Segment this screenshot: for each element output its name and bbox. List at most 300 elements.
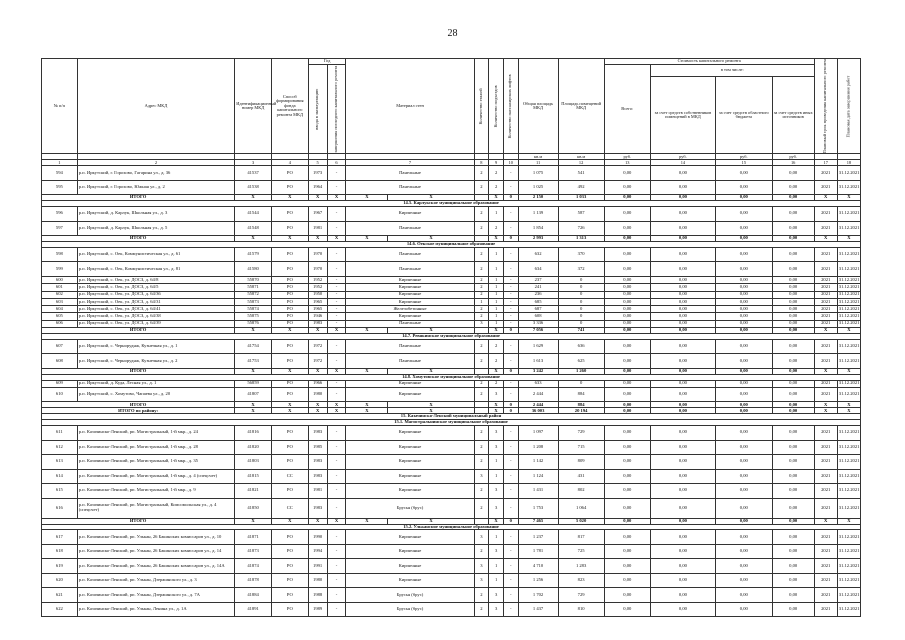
col-number: 17 [814, 160, 837, 166]
wall-material: Кирпичные [346, 291, 474, 298]
year-repair: - [327, 602, 346, 617]
table-row [42, 247, 861, 262]
address: р.п. Иркутский, с. Оек, ул. ДОСЗ, д. 64/31 [77, 298, 235, 305]
cost-regional: 0,00 [715, 426, 772, 441]
mkd-id: 41548 [235, 221, 272, 236]
row-num: 595 [42, 180, 78, 195]
entrances: 3 [489, 588, 504, 603]
lifts: - [503, 588, 518, 603]
year-built: 1985 [308, 440, 327, 455]
total-cell: 0,00 [715, 195, 772, 201]
total-cell: X [271, 368, 308, 374]
premises-area: 431 [558, 469, 604, 484]
total-area: 1 142 [518, 455, 558, 470]
total-cell: X [327, 408, 346, 414]
wall-material: Кирпичные [346, 484, 474, 499]
premises-area: 1 283 [558, 559, 604, 574]
floors: 2 [474, 207, 489, 222]
cost-owners: 0,00 [650, 426, 715, 441]
premises-area: 0 [558, 380, 604, 387]
total-cell: X [837, 402, 860, 408]
premises-area: 625 [558, 354, 604, 369]
fund-method: РО [271, 262, 308, 277]
total-cell: X [308, 518, 327, 524]
total-area: 1 256 [518, 573, 558, 588]
plan-end-date: 31.12.2021 [837, 380, 860, 387]
plan-end-date: 31.12.2021 [837, 559, 860, 574]
cost-owners: 0,00 [650, 484, 715, 499]
year-repair: - [327, 354, 346, 369]
year-repair: - [327, 166, 346, 181]
total-cell: X [388, 236, 474, 242]
plan-end-date: 31.12.2021 [837, 530, 860, 545]
lifts: - [503, 298, 518, 305]
address: р.п. Иркутский, с. Хомутово, Чапаева ул., д. 20 [77, 387, 235, 402]
floors: 2 [474, 588, 489, 603]
plan-year: 2021 [814, 588, 837, 603]
row-num: 601 [42, 284, 78, 291]
cost-other: 0,00 [772, 469, 814, 484]
col-number: 16 [772, 160, 814, 166]
fund-method: РО [271, 588, 308, 603]
year-built: 1989 [308, 602, 327, 617]
address: р.п. Иркутский, с. Оек, Коммунистическая ул., д. 61 [77, 247, 235, 262]
plan-end-date: 31.12.2021 [837, 320, 860, 327]
mkd-id: 41821 [235, 484, 272, 499]
floors: 2 [474, 284, 489, 291]
unit-area-premises: кв.м [558, 154, 604, 160]
cost-total: 0,00 [604, 221, 650, 236]
cost-other: 0,00 [772, 588, 814, 603]
total-cell: X [327, 195, 346, 201]
col-number: 6 [327, 160, 346, 166]
col-number: 1 [42, 160, 78, 166]
total-cell: 0 [503, 328, 518, 334]
total-cell: 3 242 [518, 368, 558, 374]
year-built: 1980 [308, 573, 327, 588]
cost-total: 0,00 [604, 320, 650, 327]
cost-regional: 0,00 [715, 247, 772, 262]
cost-regional: 0,00 [715, 440, 772, 455]
th-owners: за счет средств собственников помещений в МКД [650, 77, 715, 154]
plan-year: 2021 [814, 354, 837, 369]
total-cell: X [346, 328, 388, 334]
year-built: 1972 [308, 354, 327, 369]
fund-method: РО [271, 602, 308, 617]
lifts: - [503, 380, 518, 387]
plan-year: 2021 [814, 207, 837, 222]
cost-total: 0,00 [604, 247, 650, 262]
premises-area: 0 [558, 306, 604, 313]
year-built: 1990 [308, 530, 327, 545]
row-num: 618 [42, 544, 78, 559]
cost-other: 0,00 [772, 426, 814, 441]
lifts: - [503, 498, 518, 518]
premises-area: 0 [558, 320, 604, 327]
year-repair: - [327, 573, 346, 588]
table-row [42, 262, 861, 277]
cost-owners: 0,00 [650, 530, 715, 545]
cost-regional: 0,00 [715, 180, 772, 195]
cost-owners: 0,00 [650, 247, 715, 262]
year-repair: - [327, 530, 346, 545]
total-cell: 0,00 [604, 518, 650, 524]
year-built: 1988 [308, 588, 327, 603]
table-row [42, 484, 861, 499]
cost-total: 0,00 [604, 207, 650, 222]
entrances: 2 [489, 180, 504, 195]
total-cell: X [388, 328, 474, 334]
total-cell: 0,00 [650, 402, 715, 408]
total-cell: X [388, 518, 474, 524]
wall-material: Кирпичные [346, 469, 474, 484]
section-title: 15.2. Улькансное муниципальное образование [42, 524, 861, 530]
address: р.п. Казачинско-Ленский, рп. Магистральный, 1-й мкр., д. 28 [77, 440, 235, 455]
year-built: 1983 [308, 498, 327, 518]
lifts: - [503, 530, 518, 545]
total-cell: 0,00 [604, 328, 650, 334]
total-cell: 0,00 [650, 368, 715, 374]
fund-method: РО [271, 306, 308, 313]
row-num: 608 [42, 354, 78, 369]
fund-method: РО [271, 354, 308, 369]
mkd-id: 55874 [235, 306, 272, 313]
plan-end-date: 31.12.2021 [837, 440, 860, 455]
cost-total: 0,00 [604, 544, 650, 559]
floors: 2 [474, 313, 489, 320]
total-cell: X [346, 236, 388, 242]
cost-owners: 0,00 [650, 320, 715, 327]
total-cell: X [489, 518, 504, 524]
wall-material: Брусья (брус) [346, 588, 474, 603]
total-cell: X [346, 402, 388, 408]
cost-owners: 0,00 [650, 544, 715, 559]
total-cell: X [346, 518, 388, 524]
total-cell: 0 [503, 368, 518, 374]
floors: 2 [474, 440, 489, 455]
premises-area: 492 [558, 180, 604, 195]
wall-material: Панельные [346, 166, 474, 181]
plan-year: 2021 [814, 313, 837, 320]
total-cell: X [489, 402, 504, 408]
wall-material: Кирпичные [346, 313, 474, 320]
floors: 2 [474, 380, 489, 387]
unit-total: руб. [604, 154, 650, 160]
th-floors: Количество этажей [474, 59, 489, 154]
table-row [42, 339, 861, 354]
total-cell: X [327, 518, 346, 524]
cost-regional: 0,00 [715, 221, 772, 236]
total-area: 1 237 [518, 530, 558, 545]
year-repair: - [327, 484, 346, 499]
entrances: 2 [489, 166, 504, 181]
year-built: 1972 [308, 339, 327, 354]
cost-total: 0,00 [604, 306, 650, 313]
total-cell: 0,00 [650, 236, 715, 242]
entrances: 2 [489, 380, 504, 387]
total-area: 634 [518, 262, 558, 277]
year-built: 1981 [308, 221, 327, 236]
floors: 2 [474, 306, 489, 313]
total-label: ИТОГО [42, 402, 235, 408]
floors: 3 [474, 530, 489, 545]
premises-area: 802 [558, 484, 604, 499]
th-area-premises: Площадь помещений МКД [558, 59, 604, 154]
total-cell: X [814, 402, 837, 408]
entrances: 3 [489, 544, 504, 559]
total-cell: X [327, 402, 346, 408]
address: р.п. Иркутский, г. Горохово, Гагарина ул., д. 36 [77, 166, 235, 181]
year-repair: - [327, 440, 346, 455]
wall-material: Кирпичные [346, 298, 474, 305]
lifts: - [503, 276, 518, 283]
cost-owners: 0,00 [650, 387, 715, 402]
lifts: - [503, 426, 518, 441]
section-title: 15. Казачинско-Ленский муниципальный район [42, 414, 861, 420]
total-label: ИТОГО [42, 518, 235, 524]
total-cell: 7 056 [518, 328, 558, 334]
plan-year: 2021 [814, 247, 837, 262]
total-cell: 2 150 [518, 195, 558, 201]
year-built: 1967 [308, 207, 327, 222]
plan-year: 2021 [814, 469, 837, 484]
plan-end-date: 31.12.2021 [837, 291, 860, 298]
total-cell: 0 [503, 195, 518, 201]
floors: 2 [474, 221, 489, 236]
total-cell: 0,00 [650, 195, 715, 201]
total-cell: X [814, 328, 837, 334]
cost-owners: 0,00 [650, 207, 715, 222]
fund-method: РО [271, 573, 308, 588]
row-num: 611 [42, 426, 78, 441]
year-repair: - [327, 320, 346, 327]
capital-repair-table [41, 58, 861, 617]
total-cell: X [837, 408, 860, 414]
year-repair: - [327, 588, 346, 603]
fund-method: РО [271, 426, 308, 441]
floors: 3 [474, 469, 489, 484]
plan-end-date: 31.12.2021 [837, 544, 860, 559]
total-area: 237 [518, 276, 558, 283]
total-label: ИТОГО [42, 328, 235, 334]
total-cell: X [327, 236, 346, 242]
th-id: Идентификационный номер МКД [235, 59, 272, 154]
year-repair: - [327, 284, 346, 291]
address: р.п. Иркутский, с. Оек, Коммунистическая ул., д. 81 [77, 262, 235, 277]
total-cell: 0,00 [772, 236, 814, 242]
row-num: 599 [42, 262, 78, 277]
year-built: 1966 [308, 380, 327, 387]
cost-regional: 0,00 [715, 306, 772, 313]
wall-material: Панельные [346, 262, 474, 277]
th-wall: Материал стен [346, 59, 474, 154]
lifts: - [503, 573, 518, 588]
mkd-id: 41580 [235, 262, 272, 277]
entrances: 3 [489, 498, 504, 518]
entrances: 3 [489, 426, 504, 441]
cost-other: 0,00 [772, 276, 814, 283]
mkd-id: 41850 [235, 498, 272, 518]
total-area: 1 025 [518, 180, 558, 195]
th-year-repair: завершения последнего капитального ремонта [327, 64, 346, 154]
table-row [42, 306, 861, 313]
premises-area: 817 [558, 530, 604, 545]
total-cell: 0,00 [772, 402, 814, 408]
cost-regional: 0,00 [715, 559, 772, 574]
fund-method: РО [271, 380, 308, 387]
floors: 2 [474, 262, 489, 277]
total-cell: X [837, 236, 860, 242]
floors: 2 [474, 291, 489, 298]
lifts: - [503, 484, 518, 499]
total-cell: X [814, 236, 837, 242]
total-area: 632 [518, 247, 558, 262]
cost-owners: 0,00 [650, 262, 715, 277]
th-plan-year: Плановый срок проведения капитального ремонта [814, 59, 837, 154]
year-repair: - [327, 380, 346, 387]
lifts: - [503, 313, 518, 320]
plan-year: 2021 [814, 455, 837, 470]
cost-owners: 0,00 [650, 559, 715, 574]
entrances: 1 [489, 469, 504, 484]
plan-year: 2021 [814, 387, 837, 402]
fund-method: РО [271, 440, 308, 455]
mkd-id: 41538 [235, 180, 272, 195]
cost-owners: 0,00 [650, 313, 715, 320]
table-row [42, 291, 861, 298]
year-repair: - [327, 469, 346, 484]
cost-other: 0,00 [772, 221, 814, 236]
total-cell: X [489, 195, 504, 201]
floors: 3 [474, 559, 489, 574]
premises-area: 0 [558, 313, 604, 320]
wall-material: Кирпичные [346, 284, 474, 291]
cost-total: 0,00 [604, 455, 650, 470]
total-area: 1 702 [518, 588, 558, 603]
floors: 3 [474, 320, 489, 327]
total-area: 1 613 [518, 354, 558, 369]
mkd-id: 55876 [235, 320, 272, 327]
total-cell: X [308, 195, 327, 201]
col-number: 15 [715, 160, 772, 166]
table-body [42, 166, 861, 617]
col-number: 3 [235, 160, 272, 166]
unit-owners: руб. [650, 154, 715, 160]
fund-method: РО [271, 298, 308, 305]
fund-method: РО [271, 166, 308, 181]
cost-owners: 0,00 [650, 276, 715, 283]
cost-regional: 0,00 [715, 387, 772, 402]
table-header [42, 59, 861, 166]
cost-total: 0,00 [604, 276, 650, 283]
entrances: 1 [489, 559, 504, 574]
address: р.п. Казачинско-Ленский, рп. Магистральный, Комсомольская ул., д. 4 (спецсчет) [77, 498, 235, 518]
floors: 3 [474, 573, 489, 588]
total-cell: X [235, 402, 272, 408]
year-built: 1994 [308, 544, 327, 559]
row-num: 600 [42, 276, 78, 283]
plan-end-date: 31.12.2021 [837, 426, 860, 441]
mkd-id: 55873 [235, 298, 272, 305]
table-row [42, 221, 861, 236]
row-num: 602 [42, 291, 78, 298]
cost-total: 0,00 [604, 588, 650, 603]
total-label: ИТОГО [42, 195, 235, 201]
entrances: 3 [489, 602, 504, 617]
col-number: 14 [650, 160, 715, 166]
cost-regional: 0,00 [715, 276, 772, 283]
address: р.п. Иркутский, с. Оек, ул. ДОСЗ, д. 64/5 [77, 284, 235, 291]
cost-other: 0,00 [772, 306, 814, 313]
cost-owners: 0,00 [650, 166, 715, 181]
cost-owners: 0,00 [650, 291, 715, 298]
address: р.п. Казачинско-Ленский, рп. Магистральный, 1-й мкр., д. 9 [77, 484, 235, 499]
address: р.п. Казачинско-Ленский, рп. Улькан, Дзержинского ул., д. 3 [77, 573, 235, 588]
total-cell: 1 033 [558, 195, 604, 201]
mkd-id: 41816 [235, 426, 272, 441]
col-number: 4 [271, 160, 308, 166]
plan-year: 2021 [814, 306, 837, 313]
total-area: 4 710 [518, 559, 558, 574]
address: р.п. Иркутский, г. Горохово, Южная ул., д. 2 [77, 180, 235, 195]
table-row [42, 469, 861, 484]
address: р.п. Казачинско-Ленский, рп. Улькан, 26 Бакинских комиссаров ул., д. 14 [77, 544, 235, 559]
floors: 2 [474, 166, 489, 181]
premises-area: 372 [558, 262, 604, 277]
cost-other: 0,00 [772, 247, 814, 262]
year-built: 1952 [308, 284, 327, 291]
cost-other: 0,00 [772, 559, 814, 574]
wall-material: Кирпичные [346, 380, 474, 387]
col-number: 9 [489, 160, 504, 166]
total-area: 1 781 [518, 544, 558, 559]
lifts: - [503, 339, 518, 354]
year-built: 1965 [308, 298, 327, 305]
plan-end-date: 31.12.2021 [837, 221, 860, 236]
row-num: 609 [42, 380, 78, 387]
plan-end-date: 31.12.2021 [837, 484, 860, 499]
floors: 2 [474, 544, 489, 559]
cost-total: 0,00 [604, 262, 650, 277]
plan-year: 2021 [814, 284, 837, 291]
fund-method: РО [271, 387, 308, 402]
year-repair: - [327, 221, 346, 236]
cost-owners: 0,00 [650, 180, 715, 195]
total-cell: X [346, 408, 388, 414]
fund-method: РО [271, 484, 308, 499]
col-number: 7 [346, 160, 474, 166]
cost-other: 0,00 [772, 339, 814, 354]
floors: 2 [474, 247, 489, 262]
fund-method: РО [271, 284, 308, 291]
row-num: 619 [42, 559, 78, 574]
total-area: 1 753 [518, 498, 558, 518]
total-cell: X [271, 195, 308, 201]
total-cell: 1 260 [558, 368, 604, 374]
mkd-id: 41820 [235, 440, 272, 455]
cost-regional: 0,00 [715, 380, 772, 387]
plan-end-date: 31.12.2021 [837, 284, 860, 291]
cost-total: 0,00 [604, 284, 650, 291]
premises-area: 370 [558, 247, 604, 262]
plan-end-date: 31.12.2021 [837, 588, 860, 603]
plan-end-date: 31.12.2021 [837, 247, 860, 262]
address: р.п. Казачинско-Ленский, рп. Магистральный, 1-й мкр., д. 35 [77, 455, 235, 470]
address: р.п. Иркутский, с. Оек, ул. ДОСЗ, д. 64/38 [77, 313, 235, 320]
total-cell: X [235, 236, 272, 242]
cost-total: 0,00 [604, 602, 650, 617]
cost-total: 0,00 [604, 180, 650, 195]
